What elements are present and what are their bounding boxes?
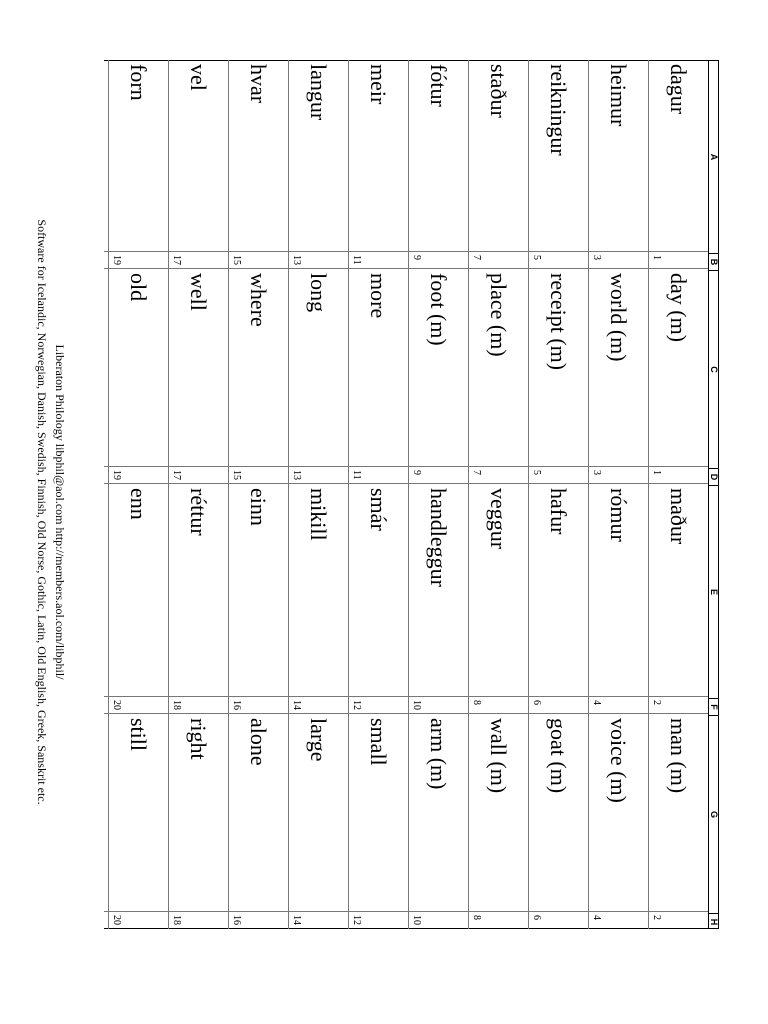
- item-number: 10: [411, 700, 422, 710]
- english-gloss-2[interactable]: right: [186, 718, 211, 760]
- item-number: 1: [651, 255, 662, 260]
- english-gloss-1[interactable]: day (m): [666, 273, 691, 343]
- icelandic-word-1[interactable]: reikningur: [546, 64, 571, 156]
- item-number: 12: [351, 700, 362, 710]
- item-number: 11: [351, 470, 362, 480]
- footer-line-1: Liberaton Philology libphil@aol.com http://members.aol.com/libphil/: [53, 344, 67, 680]
- icelandic-word-2[interactable]: einn: [246, 488, 271, 526]
- item-number: 19: [111, 470, 122, 480]
- icelandic-word-2[interactable]: rómur: [606, 488, 631, 542]
- column-header-f[interactable]: F: [709, 698, 718, 715]
- column-header-b[interactable]: B: [709, 253, 718, 270]
- icelandic-word-2[interactable]: hafur: [546, 488, 571, 535]
- english-gloss-2[interactable]: alone: [246, 718, 271, 766]
- item-number: 9: [411, 470, 422, 475]
- icelandic-word-2[interactable]: maður: [666, 488, 691, 545]
- item-number: 15: [231, 470, 242, 480]
- icelandic-word-1[interactable]: hvar: [246, 64, 271, 104]
- english-gloss-2[interactable]: small: [366, 718, 391, 766]
- item-number: 6: [531, 700, 542, 705]
- item-number: 4: [591, 700, 602, 705]
- item-number: 20: [111, 915, 122, 925]
- english-gloss-2[interactable]: still: [126, 718, 151, 752]
- item-number: 7: [471, 470, 482, 475]
- item-number: 18: [171, 700, 182, 710]
- column-header-a[interactable]: A: [709, 153, 719, 161]
- item-number: 8: [471, 700, 482, 705]
- icelandic-word-1[interactable]: meir: [366, 64, 391, 105]
- english-gloss-1[interactable]: old: [126, 273, 151, 302]
- english-gloss-2[interactable]: wall (m): [486, 718, 511, 794]
- item-number: 3: [591, 470, 602, 475]
- english-gloss-1[interactable]: well: [186, 273, 211, 311]
- english-gloss-2[interactable]: voice (m): [606, 718, 631, 803]
- english-gloss-2[interactable]: large: [306, 718, 331, 762]
- english-gloss-1[interactable]: place (m): [486, 273, 511, 357]
- item-number: 20: [111, 700, 122, 710]
- icelandic-word-2[interactable]: mikill: [306, 488, 331, 541]
- column-header-h[interactable]: H: [709, 913, 718, 930]
- english-gloss-1[interactable]: receipt (m): [546, 273, 571, 371]
- item-number: 11: [351, 255, 362, 265]
- item-number: 14: [291, 915, 302, 925]
- item-number: 19: [111, 255, 122, 265]
- icelandic-word-1[interactable]: forn: [126, 64, 151, 101]
- icelandic-word-1[interactable]: dagur: [666, 64, 691, 115]
- item-number: 17: [171, 255, 182, 265]
- item-number: 3: [591, 255, 602, 260]
- icelandic-word-1[interactable]: langur: [306, 64, 331, 121]
- english-gloss-2[interactable]: man (m): [666, 718, 691, 794]
- icelandic-word-2[interactable]: enn: [126, 488, 151, 520]
- icelandic-word-2[interactable]: handleggur: [426, 488, 451, 587]
- item-number: 9: [411, 255, 422, 260]
- item-number: 13: [291, 470, 302, 480]
- column-header-c[interactable]: C: [709, 270, 718, 468]
- icelandic-word-2[interactable]: veggur: [486, 488, 511, 550]
- column-header-d[interactable]: D: [709, 468, 718, 485]
- item-number: 16: [231, 915, 242, 925]
- english-gloss-1[interactable]: more: [366, 273, 391, 319]
- english-gloss-2[interactable]: arm (m): [426, 718, 451, 790]
- english-gloss-2[interactable]: goat (m): [546, 718, 571, 794]
- item-number: 16: [231, 700, 242, 710]
- column-header-e[interactable]: E: [709, 485, 718, 698]
- item-number: 6: [531, 915, 542, 920]
- item-number: 8: [471, 915, 482, 920]
- icelandic-word-2[interactable]: réttur: [186, 488, 211, 536]
- item-number: 2: [651, 700, 662, 705]
- item-number: 10: [411, 915, 422, 925]
- english-gloss-1[interactable]: foot (m): [426, 273, 451, 346]
- english-gloss-1[interactable]: where: [246, 273, 271, 327]
- column-header-g[interactable]: G: [709, 715, 718, 913]
- item-number: 13: [291, 255, 302, 265]
- item-number: 15: [231, 255, 242, 265]
- item-number: 1: [651, 470, 662, 475]
- item-number: 7: [471, 255, 482, 260]
- item-number: 2: [651, 915, 662, 920]
- icelandic-word-1[interactable]: staður: [486, 64, 511, 118]
- item-number: 4: [591, 915, 602, 920]
- item-number: 5: [531, 470, 542, 475]
- icelandic-word-1[interactable]: fótur: [426, 64, 451, 107]
- english-gloss-1[interactable]: long: [306, 273, 331, 313]
- icelandic-word-1[interactable]: heimur: [606, 64, 631, 127]
- item-number: 5: [531, 255, 542, 260]
- item-number: 14: [291, 700, 302, 710]
- icelandic-word-2[interactable]: smár: [366, 488, 391, 531]
- item-number: 17: [171, 470, 182, 480]
- footer-line-2: Software for Icelandic, Norwegian, Danish, Swedish, Finnish, Old Norse, Gothic, Latin, Old English, Greek, Sanskrit etc.: [35, 219, 49, 805]
- english-gloss-1[interactable]: world (m): [606, 273, 631, 362]
- item-number: 12: [351, 915, 362, 925]
- item-number: 18: [171, 915, 182, 925]
- icelandic-word-1[interactable]: vel: [186, 64, 211, 91]
